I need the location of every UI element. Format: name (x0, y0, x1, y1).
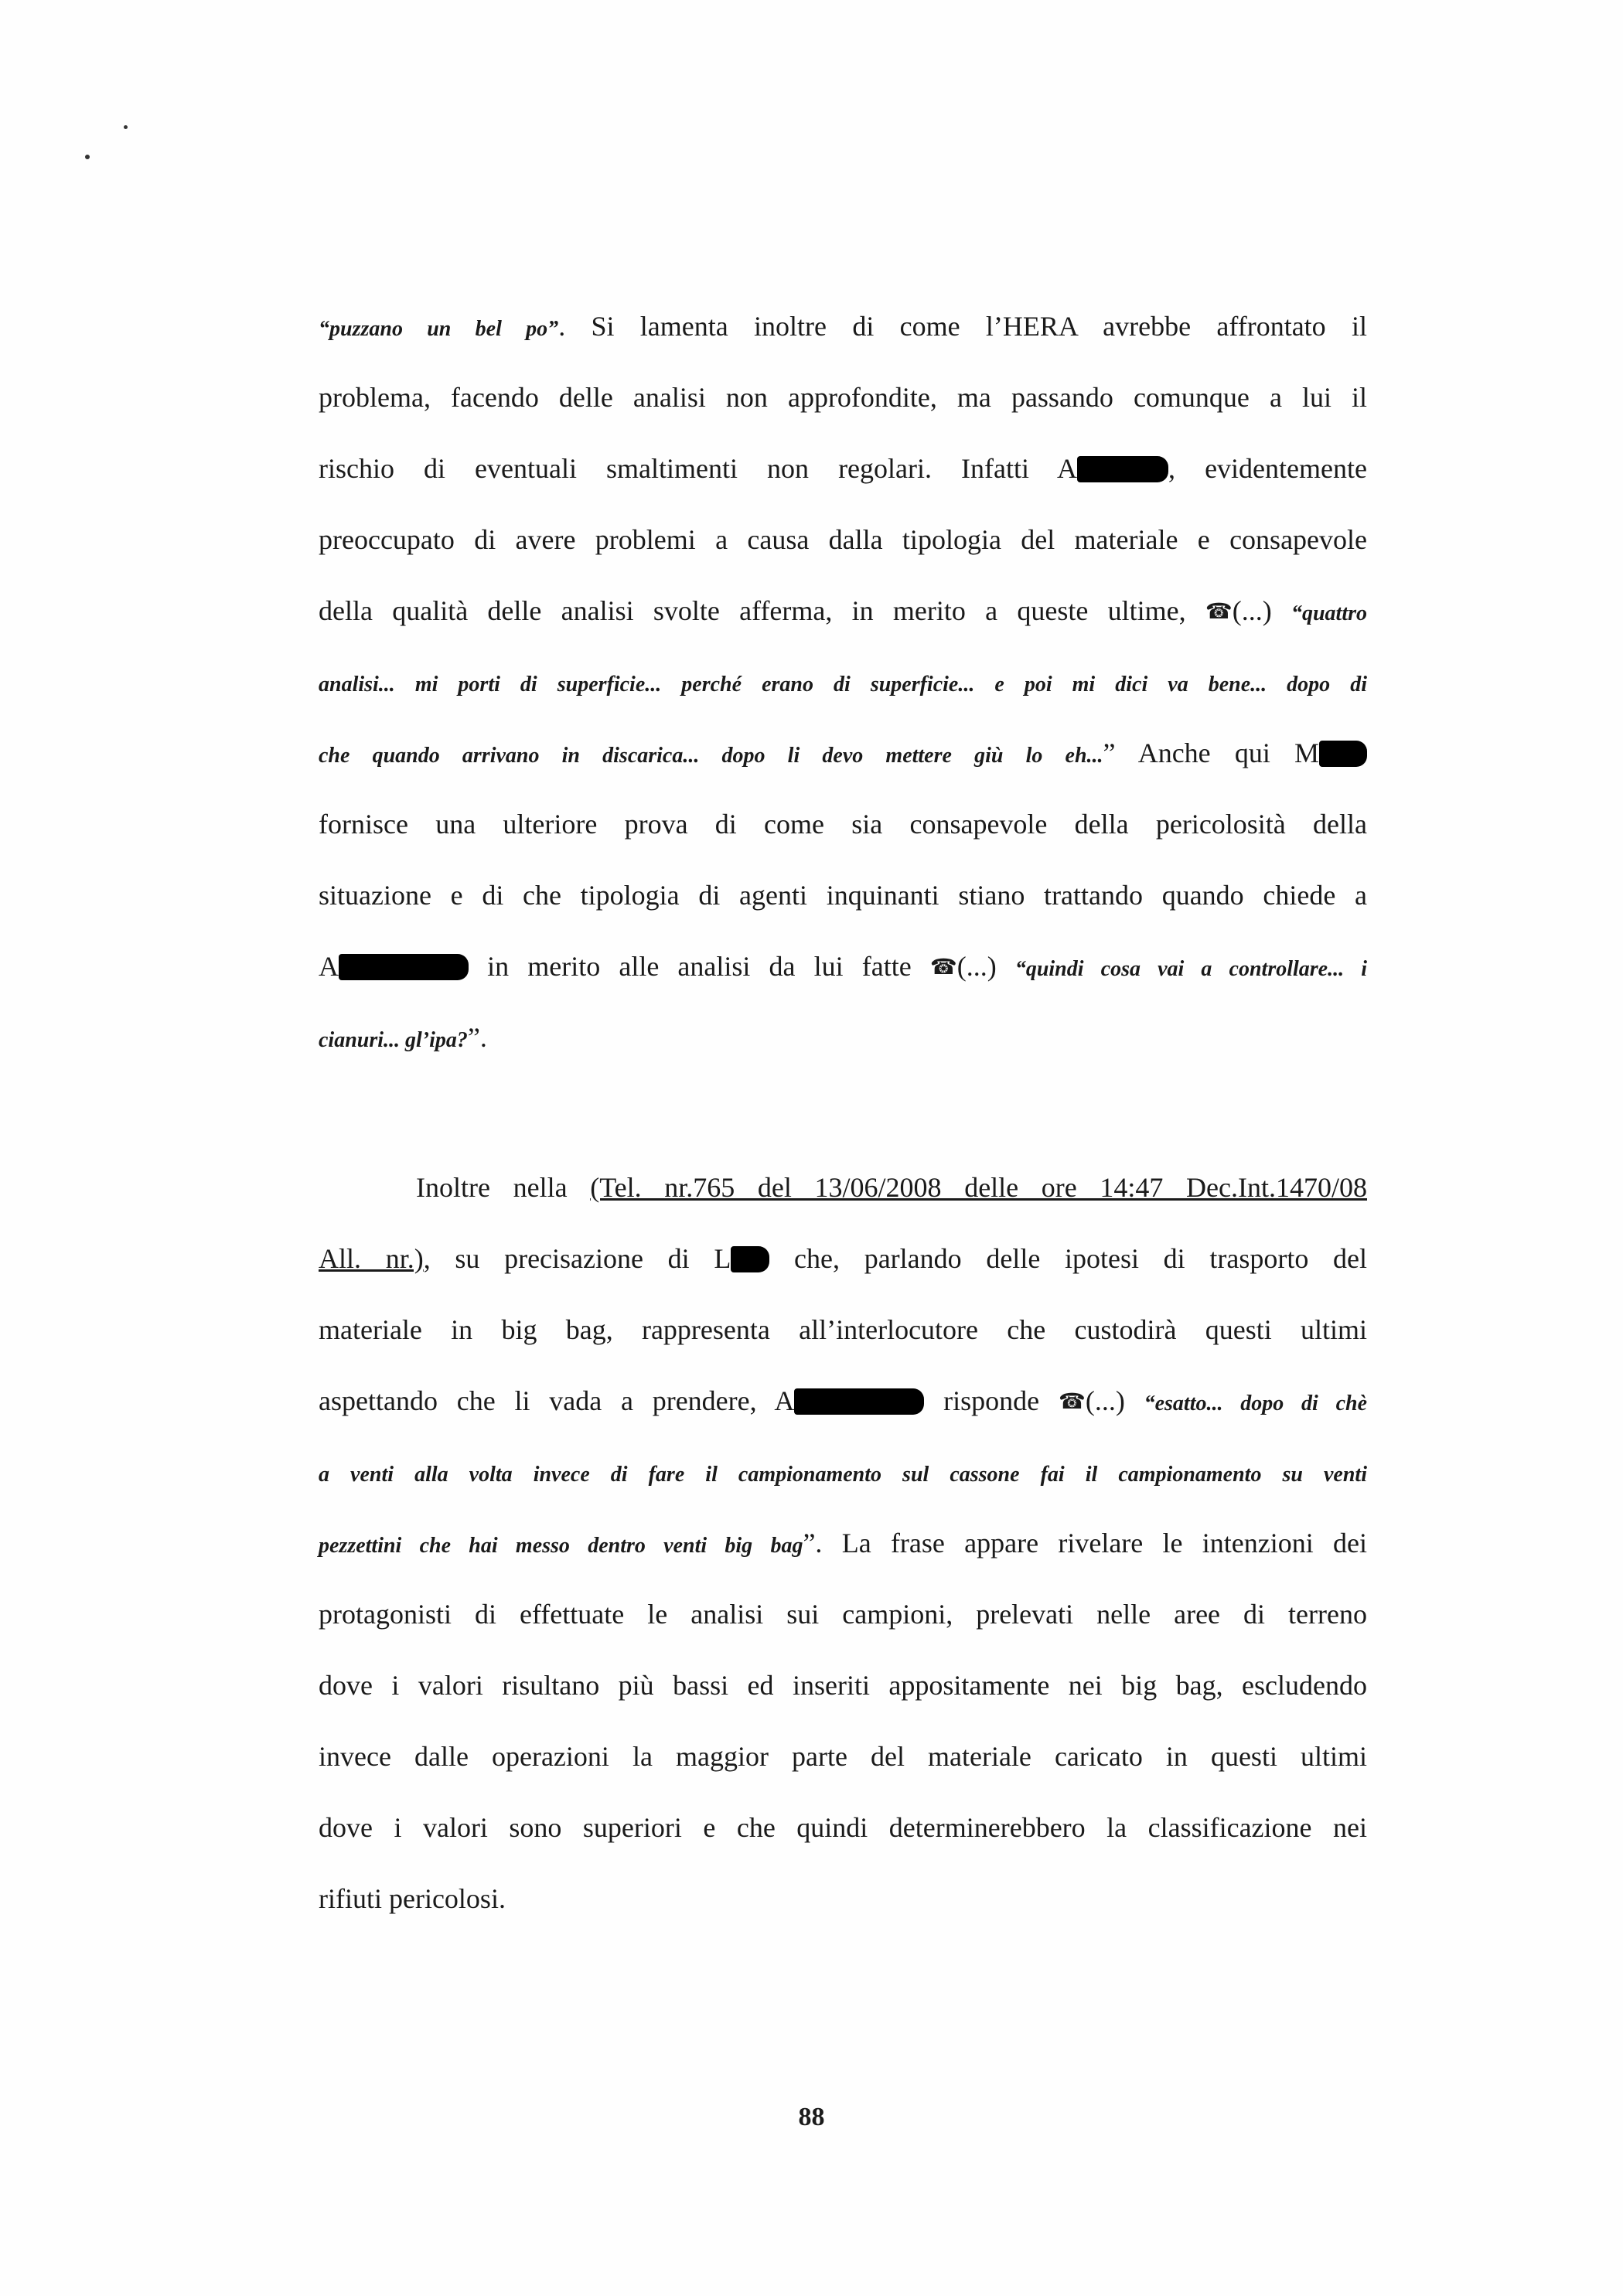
scan-speck (124, 125, 128, 129)
quote: a venti alla volta invece di fare il campionamento sul cassone fai il campionamento su venti (319, 1463, 1367, 1487)
quote: analisi... mi porti di superficie... perché erano di superficie... e poi mi dici va bene... dopo di (319, 673, 1367, 697)
text-span: , su precisazione di L (423, 1243, 731, 1274)
text-line (319, 504, 1367, 575)
text-span: materiale in big bag, rappresenta all’interlocutore che custodirà questi ultimi (319, 1314, 1367, 1345)
text-line (319, 1223, 1367, 1294)
phone-icon: ☎ (929, 956, 957, 979)
text-line (319, 575, 1367, 646)
text-span: ” (1103, 738, 1116, 768)
paragraph-1 (319, 291, 1367, 1073)
text-span: situazione e di che tipologia di agenti inquinanti stiano trattando quando chiede a (319, 880, 1367, 911)
reference: (Tel. nr.765 del 13/06/2008 delle ore 14:47 Dec.Int.1470/08 (590, 1172, 1367, 1203)
phone-icon: ☎ (1058, 1390, 1086, 1414)
redaction-bar (1077, 456, 1168, 482)
text-span: rischio di eventuali smaltimenti non regolari. Infatti A (319, 453, 1078, 484)
text-span: invece dalle operazioni la maggior parte del materiale caricato in questi ultimi (319, 1741, 1367, 1772)
text-line (319, 291, 1367, 362)
text-line (319, 362, 1367, 433)
text-span: dove i valori risultano più bassi ed inseriti appositamente nei big bag, escludendo (319, 1670, 1367, 1701)
text-span: . Si lamenta inoltre di come l’HERA avrebbe affrontato il (558, 311, 1367, 342)
text-span: aspettando che li vada a prendere, A (319, 1385, 795, 1416)
redaction-bar (1319, 741, 1367, 767)
text-span: Anche qui M (1115, 738, 1319, 768)
quote: pezzettini che hai messo dentro venti big bag (319, 1534, 803, 1558)
text-span: rifiuti pericolosi. (319, 1883, 506, 1914)
text-span: A (319, 951, 339, 982)
quote: “puzzano un bel po” (319, 317, 559, 341)
text-span: protagonisti di effettuate le analisi sui campioni, prelevati nelle aree di terreno (319, 1599, 1367, 1630)
text-span: risponde (924, 1385, 1059, 1416)
text-line (319, 1721, 1367, 1792)
scan-speck (85, 155, 90, 159)
text-span: (...) (956, 951, 997, 982)
reference: All. nr.) (319, 1243, 424, 1274)
text-span: , evidentemente (1168, 453, 1367, 484)
text-line (319, 1436, 1367, 1507)
text-line (319, 1650, 1367, 1721)
text-span: dove i valori sono superiori e che quindi determinerebbero la classificazione nei (319, 1812, 1367, 1843)
text-line (319, 931, 1367, 1002)
quote: “quindi cosa vai a controllare... i (1014, 957, 1368, 981)
text-span: preoccupato di avere problemi a causa dalla tipologia del materiale e consapevole (319, 524, 1367, 555)
text-span: in merito alle analisi da lui fatte (469, 951, 930, 982)
phone-icon: ☎ (1205, 600, 1233, 624)
quote: “quattro (1291, 601, 1368, 625)
text-span: fornisce una ulteriore prova di come sia consapevole della pericolosità della (319, 809, 1367, 840)
text-span: che, parlando delle ipotesi di trasporto del (769, 1243, 1368, 1274)
text-line (319, 717, 1367, 789)
text-line (319, 1365, 1367, 1436)
paragraph-2 (319, 1152, 1367, 1934)
text-span: (...) (1232, 595, 1272, 626)
text-span: problema, facendo delle analisi non approfondite, ma passando comunque a lui il (319, 382, 1367, 413)
text-line (319, 860, 1367, 931)
text-line (319, 1863, 1367, 1934)
redaction-bar (339, 954, 469, 980)
text-line (319, 1152, 1367, 1223)
text-line (319, 1579, 1367, 1650)
text-span: Inoltre nella (416, 1172, 591, 1203)
text-line (319, 1002, 1367, 1073)
text-line (319, 1507, 1367, 1579)
text-line (319, 789, 1367, 860)
text-line (319, 1792, 1367, 1863)
quote: “esatto... dopo di chè (1144, 1392, 1368, 1415)
text-span: ”. La frase appare rivelare le intenzioni dei (803, 1528, 1368, 1558)
text-line (319, 646, 1367, 717)
page-number: 88 (798, 2103, 825, 2131)
text-span: ”. (467, 1022, 487, 1053)
text-line (319, 433, 1367, 504)
text-span: della qualità delle analisi svolte afferma, in merito a queste ultime, (319, 595, 1186, 626)
text-line (319, 1294, 1367, 1365)
quote: che quando arrivano in discarica... dopo li devo mettere giù lo eh... (319, 744, 1103, 768)
redaction-bar (794, 1388, 924, 1415)
quote: cianuri... gl’ipa? (319, 1028, 468, 1052)
redaction-bar (731, 1246, 769, 1272)
text-span: (...) (1085, 1385, 1125, 1416)
